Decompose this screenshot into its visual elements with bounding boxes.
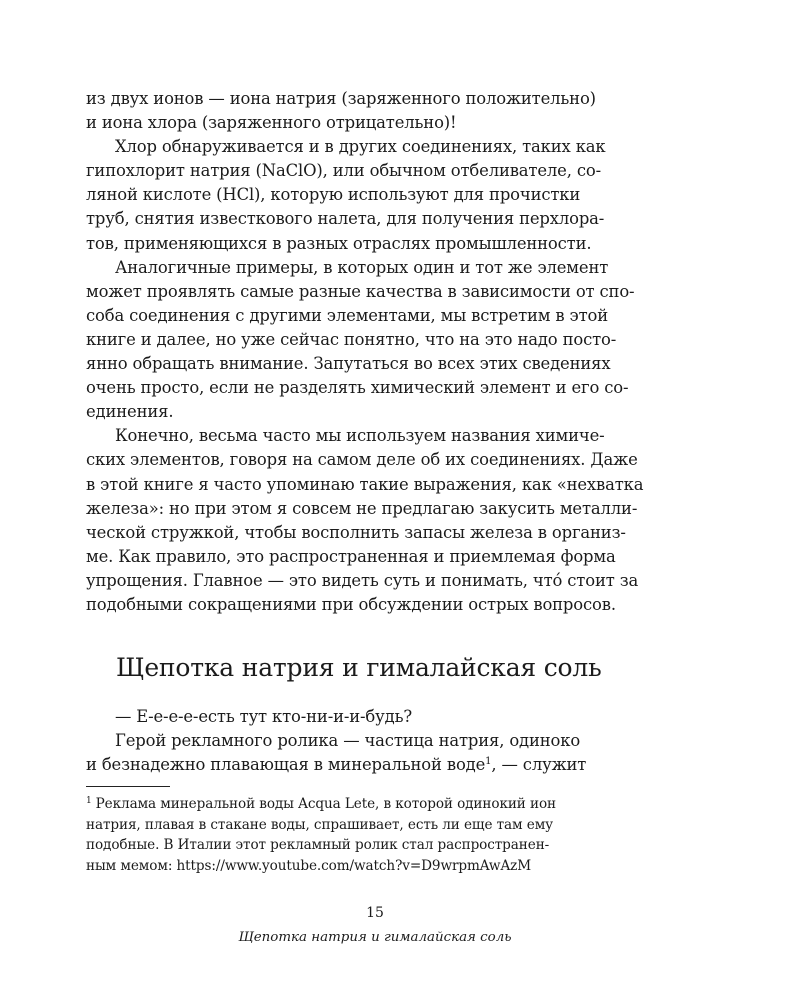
paragraph-3 [86, 256, 664, 425]
book-page [86, 0, 664, 1000]
text-line: в этой книге я часто упоминаю такие выражения, как «нехватка [86, 474, 644, 494]
text-line: труб, снятия известкового налета, для получения перхлора- [86, 209, 605, 229]
running-title: Щепотка натрия и гималайская соль [238, 930, 512, 945]
body-text [86, 87, 664, 617]
page-number: 15 [366, 905, 384, 921]
text-line: книге и далее, но уже сейчас понятно, что на это надо посто- [86, 329, 617, 349]
footnote-line: подобные. В Италии этот рекламный ролик стал распространен- [86, 837, 550, 854]
text-line: упрощения. Главное — это видеть суть и понимать, что́ стоит за [86, 570, 639, 590]
section-text [86, 705, 664, 777]
section-heading: Щепотка натрия и гималайская соль [116, 653, 602, 682]
paragraph-4 [86, 424, 664, 617]
footnote-line: Реклама минеральной воды Acqua Lete, в которой одинокий ион [95, 796, 556, 812]
footnote-divider [86, 786, 170, 787]
text-line: подобными сокращениями при обсуждении острых вопросов. [86, 594, 616, 614]
footnote-line: ным мемом: https://www.youtube.com/watch?v=D9wrpmAwAzM [86, 857, 532, 874]
text-line: ляной кислоте (HCl), которую используют для прочистки [86, 185, 581, 205]
text-line: и иона хлора (заряженного отрицательно)! [86, 113, 457, 133]
text-line: гипохлорит натрия (NaClO), или обычном отбеливателе, со- [86, 161, 601, 181]
text-line: может проявлять самые разные качества в зависимости от спо- [86, 281, 635, 301]
footnote-line: натрия, плавая в стакане воды, спрашивает, есть ли еще там ему [86, 816, 554, 833]
text-line-end: , — служит [491, 755, 587, 775]
text-line: и безнадежно плавающая в минеральной воде [86, 755, 486, 775]
text-line: ме. Как правило, это распространенная и приемлемая форма [86, 546, 616, 566]
text-line: Герой рекламного ролика — частица натрия, одиноко [115, 731, 581, 751]
text-line: ческой стружкой, чтобы восполнить запасы железа в организ- [86, 522, 626, 542]
text-line: очень просто, если не разделять химический элемент и его со- [86, 378, 629, 398]
footnote [86, 794, 664, 876]
footnote-text [86, 794, 664, 876]
text-line: янно обращать внимание. Запутаться во всех этих сведениях [86, 354, 611, 374]
text-line: Аналогичные примеры, в которых один и тот же элемент [115, 257, 609, 277]
text-line: соба соединения с другими элементами, мы встретим в этой [86, 305, 608, 325]
paragraph-1 [86, 87, 664, 135]
text-line: железа»: но при этом я совсем не предлагаю закусить металли- [86, 498, 638, 518]
text-line: единения. [86, 402, 174, 422]
section-paragraph [86, 729, 664, 777]
text-line: тов, применяющихся в разных отраслях промышленности. [86, 233, 592, 253]
footnote-reference[interactable]: 1 [485, 756, 492, 768]
text-line: ских элементов, говоря на самом деле об их соединениях. Даже [86, 450, 638, 470]
footnote-marker: 1 [86, 796, 92, 806]
text-line: Конечно, весьма часто мы используем названия химиче- [115, 426, 605, 446]
paragraph-2 [86, 135, 664, 255]
dialogue-line: — Е-е-е-е-есть тут кто-ни-и-и-будь? [115, 707, 412, 726]
text-line: Хлор обнаруживается и в других соединениях, таких как [115, 137, 606, 157]
text-line: из двух ионов — иона натрия (заряженного положительно) [86, 89, 596, 108]
